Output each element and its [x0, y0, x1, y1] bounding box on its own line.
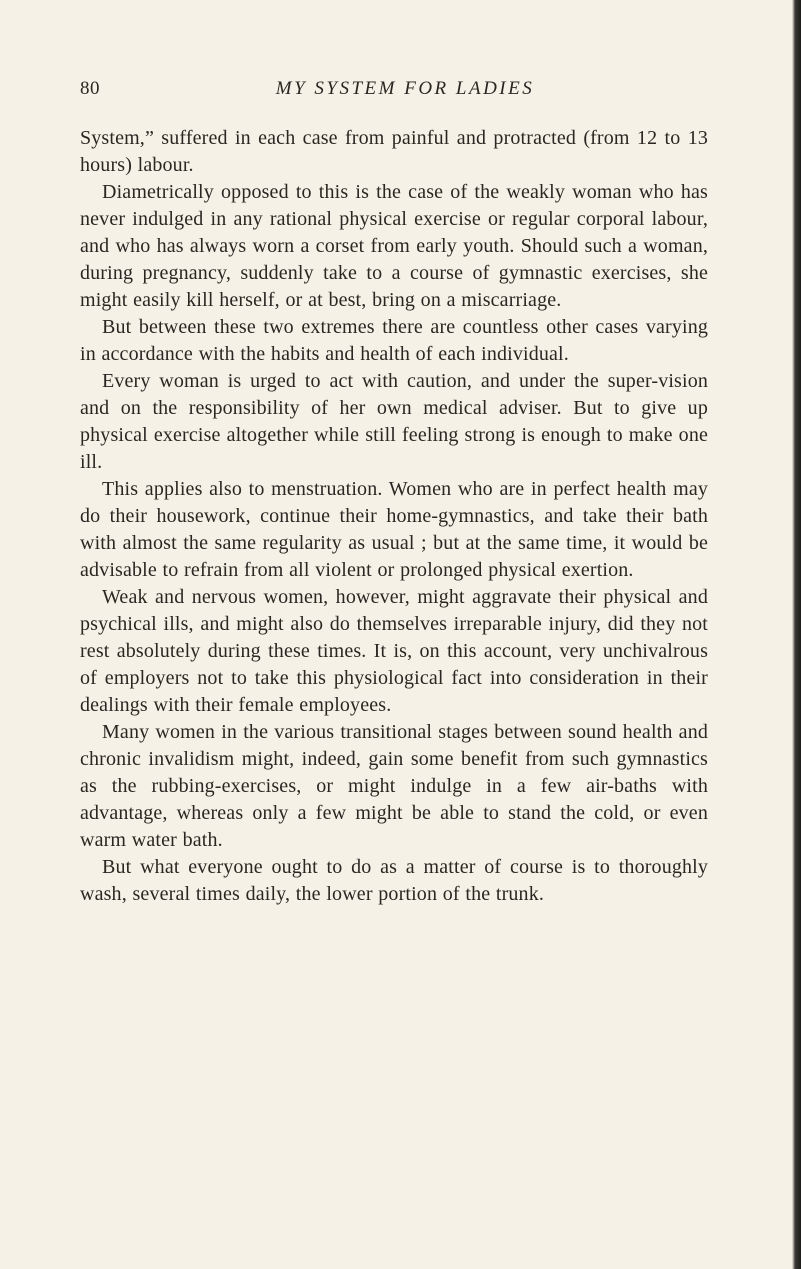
page-edge-shadow: [792, 0, 801, 1269]
paragraph: Weak and nervous women, however, might aggravate their physical and psychical ills, and might also do themselves irreparable injury, did they not rest absolutely during these times. It is, on this account, very unchivalrous of employers not to take this physiological fact into consideration in their dealings with their female employees.: [80, 586, 708, 716]
body-text: [80, 125, 708, 908]
paragraph-continuation: System,” suffered in each case from painful and protracted (from 12 to 13 hours) labour.: [80, 127, 708, 176]
running-title: MY SYSTEM FOR LADIES: [275, 78, 535, 99]
page-header: [80, 78, 708, 104]
paragraph: But between these two extremes there are countless other cases varying in accordance with the habits and health of each individual.: [80, 316, 708, 365]
paragraph: This applies also to menstruation. Women who are in perfect health may do their housework, continue their home-gymnastics, and take their bath with almost the same regularity as usual ; but at the same time, it would be advisable to refrain from all violent or prolonged physical exertion.: [80, 478, 708, 581]
paragraph: Many women in the various transitional stages between sound health and chronic invalidism might, indeed, gain some benefit from such gymnastics as the rubbing-exercises, or might indulge in a few air-baths with advantage, whereas only a few might be able to stand the cold, or even warm water bath.: [80, 721, 708, 851]
paragraph: But what everyone ought to do as a matter of course is to thoroughly wash, several times daily, the lower portion of the trunk.: [80, 856, 708, 905]
paragraph: Every woman is urged to act with caution, and under the super-vision and on the responsibility of her own medical adviser. But to give up physical exercise altogether while still feeling strong is enough to make one ill.: [80, 370, 708, 473]
paragraph: Diametrically opposed to this is the case of the weakly woman who has never indulged in any rational physical exercise or regular corporal labour, and who has always worn a corset from early youth. Should such a woman, during pregnancy, suddenly take to a course of gymnastic exercises, she might easily kill herself, or at best, bring on a miscarriage.: [80, 181, 708, 311]
page-number: 80: [80, 78, 100, 99]
